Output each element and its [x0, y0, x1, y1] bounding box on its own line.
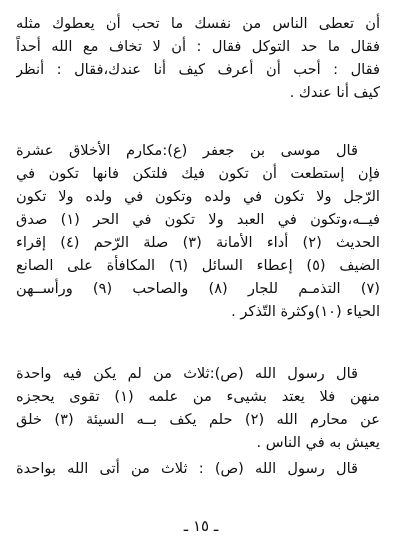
paragraph-tawakkul	[16, 12, 380, 104]
text-line: فيــه،وتكون في العبد ولا تكون في الحر (١) صدق	[16, 211, 380, 228]
paragraph-makarim-akhlaq	[16, 139, 380, 323]
text-line: الحياء (١٠)وكثرة التّذكر .	[231, 303, 380, 320]
paragraph-three-traits	[16, 362, 380, 454]
text-line: قال رسول الله (ص) : ثلاث من أتى الله بواحدة	[16, 460, 358, 477]
text-line: فقال ما حد التوكل فقال : أن لا تخاف مع الله أحداً	[16, 38, 380, 55]
text-line: كيف أنا عندك .	[289, 84, 380, 101]
text-line: قال موسى بن جعفر (ع):مكارم الأخلاق عشرة	[16, 142, 358, 159]
text-line: عن محارم الله (٢) حلم يكف بــه السيئة (٣) خلق	[16, 411, 380, 428]
paragraph-continuation	[16, 457, 380, 480]
text-line: قال رسول الله (ص):ثلاث من لم يكن فيه واحدة	[16, 365, 358, 382]
text-line: الرّجل ولا تكون في ولده وتكون في ولده ولا تكون	[16, 188, 380, 205]
page-number: ـ ١٥ ـ	[183, 517, 219, 535]
text-line: الضيف (٥) إعطاء السائل (٦) المكافأة على الصانع	[16, 257, 380, 274]
text-line: يعيش به في الناس .	[256, 434, 380, 451]
text-line: منهن فلا يعتد بشيىء من علمه (١) تقوى يحجزه	[16, 388, 380, 405]
text-line: أن تعطى الناس من نفسك ما تحب أن يعطوك مثله	[16, 15, 380, 32]
text-line: فقال : أحب أن أعرف كيف أنا عندك،فقال : أنظر	[16, 61, 380, 78]
text-line: فإن إستطعت أن تكون فيك فلتكن فانها تكون في	[16, 165, 380, 182]
text-line: الحديث (٢) أداء الأمانة (٣) صلة الرّحم (٤) إقراء	[16, 234, 380, 251]
text-line: (٧) التذمـم للجار (٨) والصاحب (٩) ورأســهن	[16, 280, 380, 297]
